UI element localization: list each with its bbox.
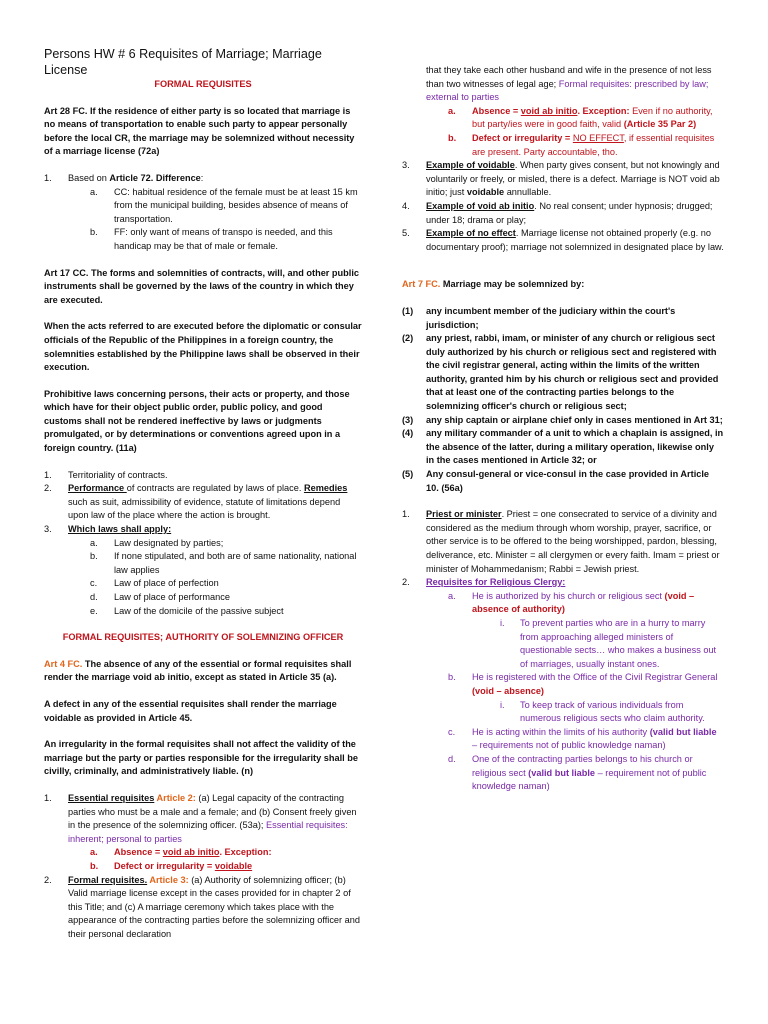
list-item: a. CC: habitual residence of the female must be at least 15 km from the municipal building, besides absence of means of transportation. xyxy=(90,186,358,224)
list-item: c. Law of place of perfection xyxy=(90,578,219,589)
document-title: Persons HW # 6 Requisites of Marriage; Marriage License xyxy=(44,47,322,77)
list-item: 1. Territoriality of contracts. xyxy=(44,469,168,480)
list-item: b. Defect or irregularity = voidable xyxy=(90,860,253,871)
list-item: e. Law of the domicile of the passive subject xyxy=(90,605,284,616)
list-item: d. Law of place of performance xyxy=(90,592,230,602)
list-item: c. He is acting within the limits of his authority (valid but liable – requirements not of public knowledge naman) xyxy=(448,726,717,751)
list-item: 1. Priest or minister. Priest = one consecrated to service of a divinity and considered as the medium through whom worship, prayer, sacrifice, or other service is to be offered to the being worshipped, pardon, blessing, deliverance, etc. Minister = all clergymen or every faith. Imam = priest or minister of Mohammedanism; Rabbi = Jewish priest. xyxy=(402,509,720,574)
art7-paragraph: Art 7 FC. Marriage may be solemnized by: xyxy=(402,279,585,290)
list-item: a. Law designated by parties; xyxy=(90,537,224,548)
prohibitive-paragraph: Prohibitive laws concerning persons, their acts or property, and those which have for their object public order, public policy, and good customs shall not be rendered ineffective by laws or judgments promulgated, or by determinations or conventions agreed upon in a foreign country. (11a) xyxy=(44,388,350,454)
section-heading-formal-requisites: FORMAL REQUISITES xyxy=(154,79,252,89)
right-column xyxy=(402,64,724,794)
list-item: b. Defect or irregularity = NO EFFECT, if essential requisites are present. Party accountable, tho. xyxy=(448,132,715,157)
list-item: b. FF: only want of means of transpo is needed, and this handicap may be that of male or female. xyxy=(90,227,333,251)
list-item: i. To prevent parties who are in a hurry to marry from approaching alleged ministers of questionable sects… who makes a business out of marriages, usually instant ones. xyxy=(500,617,717,669)
list-item: 3. Example of voidable. When party gives consent, but not knowingly and voluntarily or freely, or misled, there is a defect. Marriage is NOT void ab initio; just voidable annullable. xyxy=(402,160,720,198)
defect-paragraph: A defect in any of the essential requisites shall render the marriage voidable as provided in Article 45. xyxy=(44,698,337,723)
list-item: b. If none stipulated, and both are of same nationality, national law applies xyxy=(90,551,357,575)
irregularity-paragraph: An irregularity in the formal requisites shall not affect the validity of the marriage but the party or parties responsible for the irregularity shall be civilly, criminally, and administratively liable. (n) xyxy=(44,739,358,777)
list-item: a. He is authorized by his church or religious sect (void – absence of authority) xyxy=(448,590,695,615)
list-item: d. One of the contracting parties belongs to his church or religious sect (valid but liable – requirement not of public knowledge naman) xyxy=(448,753,707,792)
list-item: 2. Requisites for Religious Clergy: xyxy=(402,577,566,588)
list-item: (4) any military commander of a unit to which a chaplain is assigned, in the absence of the latter, during a military operation, likewise only in the cases mentioned in Article 32; or xyxy=(402,428,724,466)
list-item: 1. Based on Article 72. Difference: xyxy=(44,172,204,183)
continuation-text: that they take each other husband and wife in the presence of not less than two witnesses of legal age; Formal requisites: prescribed by law; external to parties xyxy=(426,65,712,103)
list-item: a. Absence = void ab initio. Exception: xyxy=(90,847,272,858)
list-item: (1) any incumbent member of the judiciary within the court's jurisdiction; xyxy=(402,305,676,330)
list-item: 2. Performance of contracts are regulated by laws of place. Remedies such as suit, admissibility of evidence, statute of limitations depend upon law of the place where the action is brought. xyxy=(44,483,348,521)
list-item: a. Absence = void ab initio. Exception: Even if no authority, but party/ies were in good faith, valid (Article 35 Par 2) xyxy=(448,105,713,130)
list-item: 4. Example of void ab initio. No real consent; under hypnosis; drugged; under 18; drama or play; xyxy=(402,200,713,225)
list-item: 5. Example of no effect. Marriage license not obtained properly (e.g. no documentary proof); marriage not solemnized in designated place by law. xyxy=(402,228,724,252)
list-item: (2) any priest, rabbi, imam, or minister of any church or religious sect duly authorized by his church or religious sect and registered with the civil registrar general, acting within the limits of the written authority, granted him by his church or religious sect and provided that at least one of the contracting parties belongs to the solemnizing officer's church or religious sect; xyxy=(402,333,719,412)
list-item: 3. Which laws shall apply: xyxy=(44,524,172,535)
list-item: (5) Any consul-general or vice-consul in the case provided in Article 10. (56a) xyxy=(402,469,710,493)
list-item: 1. Essential requisites Article 2: (a) Legal capacity of the contracting parties who must be a male and a female; and (b) Consent freely given in the presence of the solemnizing officer. (53a); Essential requisites: inherent; personal to parties xyxy=(44,792,357,844)
art28-paragraph: Art 28 FC. If the residence of either party is so located that marriage is no means of transportation to enable such party to appear personally before the local CR, the marriage may be solemnized without necessity of a marriage license (72a) xyxy=(44,105,355,157)
art17-paragraph: Art 17 CC. The forms and solemnities of contracts, will, and other public instruments shall be governed by the laws of the country in which they are executed. xyxy=(44,267,359,305)
list-item: 2. Formal requisites. Article 3: (a) Authority of solemnizing officer; (b) Valid marriage license except in the cases provided for in chapter 2 of this Title; and (c) A marriage ceremony which takes place with the appearance of the contracting parties before the solemnizing officer and their personal declaration xyxy=(44,874,360,939)
diplomatic-paragraph: When the acts referred to are executed before the diplomatic or consular officials of the Republic of the Philippines in a foreign country, the solemnities established by the Philippine laws shall be observed in their execution. xyxy=(44,321,362,373)
left-column xyxy=(44,0,362,941)
section-heading-authority: FORMAL REQUISITES; AUTHORITY OF SOLEMNIZING OFFICER xyxy=(62,632,344,643)
art4-paragraph: Art 4 FC. The absence of any of the essential or formal requisites shall render the marriage void ab initio, except as stated in Article 35 (a). xyxy=(44,658,352,683)
list-item: (3) any ship captain or airplane chief only in cases mentioned in Art 31; xyxy=(402,414,723,425)
list-item: b. He is registered with the Office of the Civil Registrar General (void – absence) xyxy=(448,672,718,696)
list-item: i. To keep track of various individuals from numerous religious sects who claim authority. xyxy=(500,699,705,724)
